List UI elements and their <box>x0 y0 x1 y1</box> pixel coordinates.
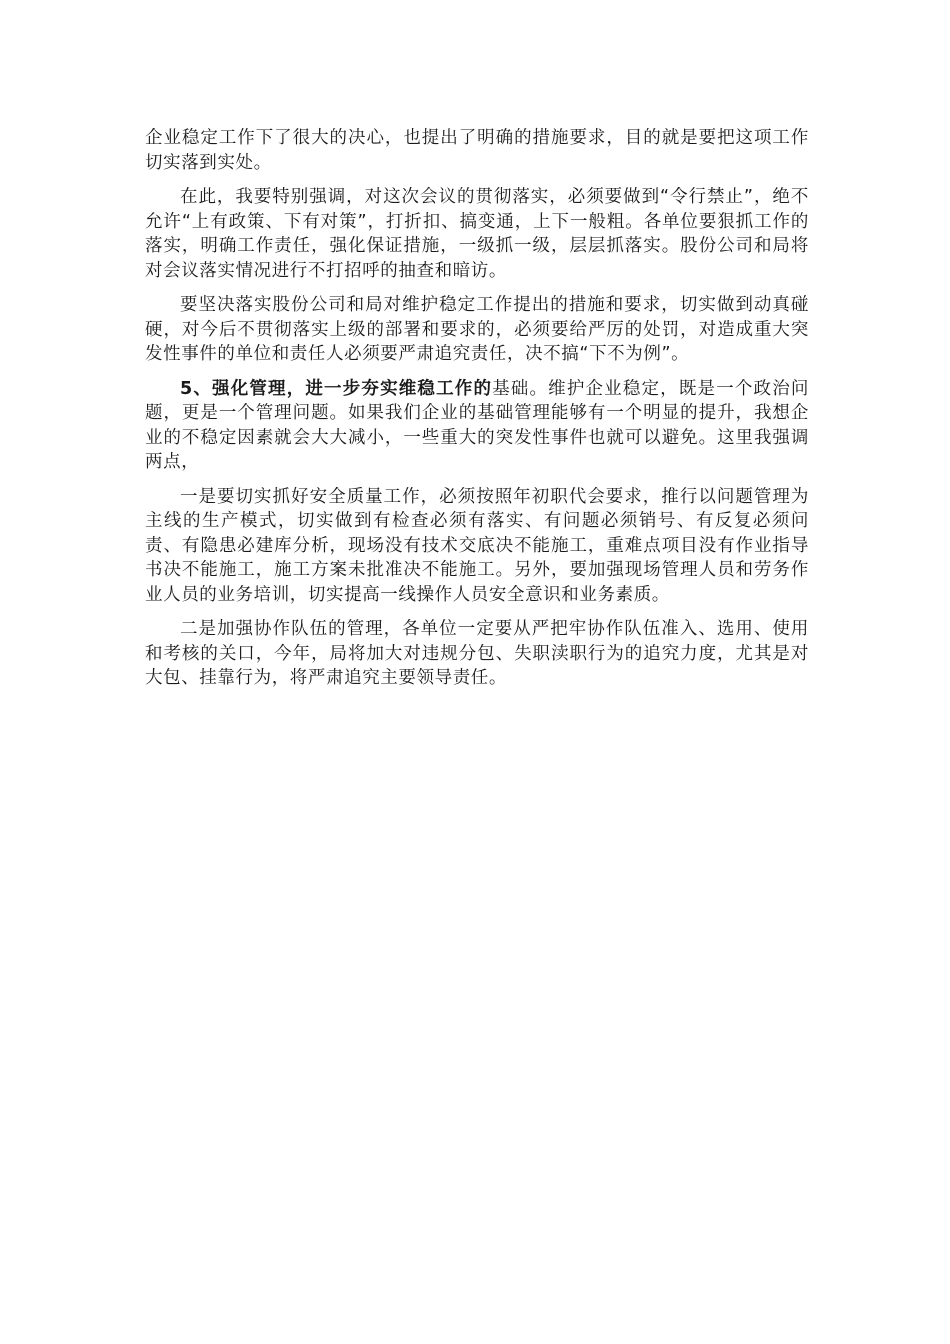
paragraph-safety-quality: 一是要切实抓好安全质量工作，必须按照年初职代会要求，推行以问题管理为主线的生产模式，切实做到有检查必须有落实、有问题必须销号、有反复必须问责、有隐患必建库分析，现场没有技术交底决不能施工，重难点项目没有作业指导书决不能施工，施工方案未批准决不能施工。另外，要加强现场管理人员和劳务作业人员的业务培训，切实提高一线操作人员安全意识和业务素质。 <box>145 486 809 605</box>
paragraph-continuation: 企业稳定工作下了很大的决心，也提出了明确的措施要求，目的就是要把这项工作切实落到实处。 <box>145 128 809 173</box>
section-heading: 5、强化管理，进一步夯实维稳工作的 <box>180 378 493 399</box>
paragraph-enforcement: 要坚决落实股份公司和局对维护稳定工作提出的措施和要求，切实做到动真碰硬，对今后不贯彻落实上级的部署和要求的，必须要给严厉的处罚，对造成重大突发性事件的单位和责任人必须要严肃追究责任，决不搞“下不为例”。 <box>145 295 809 364</box>
paragraph-management <box>145 377 809 475</box>
paragraph-implementation: 在此，我要特别强调，对这次会议的贯彻落实，必须要做到“令行禁止”，绝不允许“上有政策、下有对策”，打折扣、搞变通，上下一般粗。各单位要狠抓工作的落实，明确工作责任，强化保证措施，一级抓一级，层层抓落实。股份公司和局将对会议落实情况进行不打招呼的抽查和暗访。 <box>145 187 809 281</box>
document-body <box>145 126 809 701</box>
section-heading-body: 基础。维护企业稳定，既是一个政治问题，更是一个管理问题。如果我们企业的基础管理能够有一个明显的提升，我想企业的不稳定因素就会大大减小，一些重大的突发性事件也就可以避免。这里我强调两点， <box>145 378 809 472</box>
paragraph-contractors: 二是加强协作队伍的管理，各单位一定要从严把牢协作队伍准入、选用、使用和考核的关口，今年，局将加大对违规分包、失职渎职行为的追究力度，尤其是对大包、挂靠行为，将严肃追究主要领导责任。 <box>145 619 809 688</box>
